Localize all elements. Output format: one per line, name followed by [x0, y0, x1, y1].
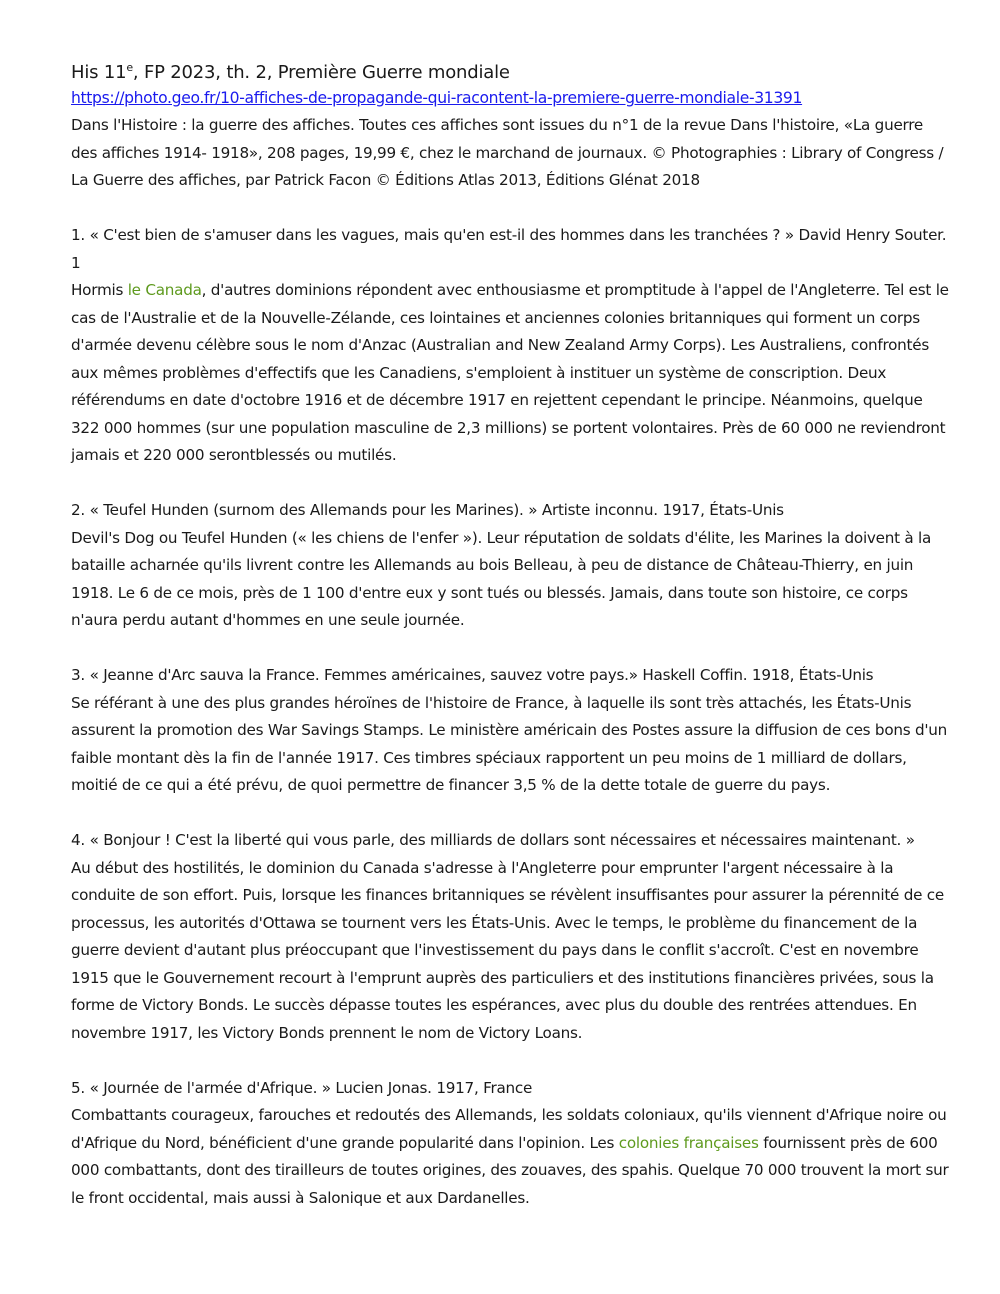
section-1-body-start: Hormis [71, 281, 128, 299]
section-2 [71, 497, 951, 635]
section-1-body [71, 277, 951, 470]
section-5-body [71, 1102, 951, 1212]
title-prefix: His 11 [71, 62, 127, 83]
section-4-body: Au début des hostilités, le dominion du Canada s'adresse à l'Angleterre pour emprunter l'argent nécessaire à la conduite de son effort. Puis, lorsque les finances britanniques se révèlent insuffisantes pour assurer la pérennité de ce processus, les autorités d'Ottawa se tournent vers les États-Unis. Avec le temps, le problème du financement de la guerre devient d'autant plus préoccupant que l'investissement du pays dans le conflit s'accroît. C'est en novembre 1915 que le Gouvernement recourt à l'emprunt auprès des particuliers et des institutions financières privées, sous la forme de Victory Bonds. Le succès dépasse toutes les espérances, avec plus du double des rentrées attendues. En novembre 1917, les Victory Bonds prennent le nom de Victory Loans. [71, 858, 944, 1042]
document-title [71, 60, 951, 86]
title-suffix: , FP 2023, th. 2, Première Guerre mondiale [132, 62, 510, 83]
section-4 [71, 827, 951, 1047]
section-3-body: Se référant à une des plus grandes héroïnes de l'histoire de France, à laquelle ils sont très attachés, les États-Unis assurent la promotion des War Savings Stamps. Le ministère américain des Postes assure la diffusion de ces bons d'un faible montant dès la fin de l'année 1917. Ces timbres spéciaux rapportent un peu moins de 1 milliard de dollars, moitié de ce qui a été prévu, de quoi permettre de financer 3,5 % de la dette totale de guerre du pays. [71, 693, 948, 794]
section-3 [71, 662, 951, 800]
section-5-heading: 5. « Journée de l'armée d'Afrique. » Lucien Jonas. 1917, France [71, 1078, 533, 1097]
section-2-heading: 2. « Teufel Hunden (surnom des Allemands pour les Marines). » Artiste inconnu. 1917, États-Unis [71, 501, 784, 519]
source-link[interactable]: https://photo.geo.fr/10-affiches-de-propagande-qui-racontent-la-premiere-guerre-mondiale-31391 [71, 89, 803, 107]
section-5 [71, 1075, 951, 1213]
section-4-heading: 4. « Bonjour ! C'est la liberté qui vous parle, des milliards de dollars sont nécessaires et nécessaires maintenant. » [71, 831, 915, 849]
intro-paragraph: Dans l'Histoire : la guerre des affiches. Toutes ces affiches sont issues du n°1 de la revue Dans l'histoire, «La guerre des affiches 1914- 1918», 208 pages, 19,99 €, chez le marchand de journaux. © Photographies : Library of Congress / La Guerre des affiches, par Patrick Facon © Éditions Atlas 2013, Éditions Glénat 2018 [71, 116, 944, 189]
section-1-body-end: , d'autres dominions répondent avec enthousiasme et promptitude à l'appel de l'Angleterre. Tel est le cas de l'Australie et de la Nouvelle-Zélande, ces lointaines et anciennes colonies britanniques qui forment un corps d'armée devenu célèbre sous le nom d'Anzac (Australian and New Zealand Army Corps). Les Australiens, confrontés aux mêmes problèmes d'effectifs que les Canadiens, s'emploient à instituer un système de conscription. Deux référendums en date d'octobre 1916 et de décembre 1917 en rejettent cependant le principe. Néanmoins, quelque 322 000 hommes (sur une population masculine de 2,3 millions) se portent volontaires. Près de 60 000 ne reviendront jamais et 220 000 serontblessés ou mutilés. [71, 281, 949, 464]
canada-link[interactable]: le Canada [127, 281, 202, 299]
section-1 [71, 222, 951, 470]
section-5-body-end: fournissent près de 600 000 combattants, dont des tirailleurs de toutes origines, des zouaves, des spahis. Quelque 70 000 trouvent la mort sur le front occidental, mais aussi à Salonique et aux Dardanelles. [71, 1133, 949, 1207]
document-page [71, 60, 951, 1212]
section-2-body: Devil's Dog ou Teufel Hunden (« les chiens de l'enfer »). Leur réputation de soldats d'élite, les Marines la doivent à la bataille acharnée qu'ils livrent contre les Allemands au bois Belleau, à peu de distance de Château-Thierry, en juin 1918. Le 6 de ce mois, près de 1 100 d'entre eux y sont tués ou blessés. Jamais, dans toute son histoire, ce corps n'aura perdu autant d'hommes en une seule journée. [71, 528, 932, 629]
section-3-heading: 3. « Jeanne d'Arc sauva la France. Femmes américaines, sauvez votre pays.» Haskell Coffin. 1918, États-Unis [71, 666, 874, 684]
section-5-body-start: Combattants courageux, farouches et redoutés des Allemands, les soldats coloniaux, qu'ils viennent d'Afrique noire ou d'Afrique du Nord, bénéficient d'une grande popularité dans l'opinion. Les [71, 1106, 947, 1152]
title-superscript: e [126, 61, 133, 74]
colonies-link[interactable]: colonies françaises [618, 1133, 759, 1152]
section-1-heading: 1. « C'est bien de s'amuser dans les vagues, mais qu'en est-il des hommes dans les tranchées ? » David Henry Souter. 1 [71, 226, 947, 272]
